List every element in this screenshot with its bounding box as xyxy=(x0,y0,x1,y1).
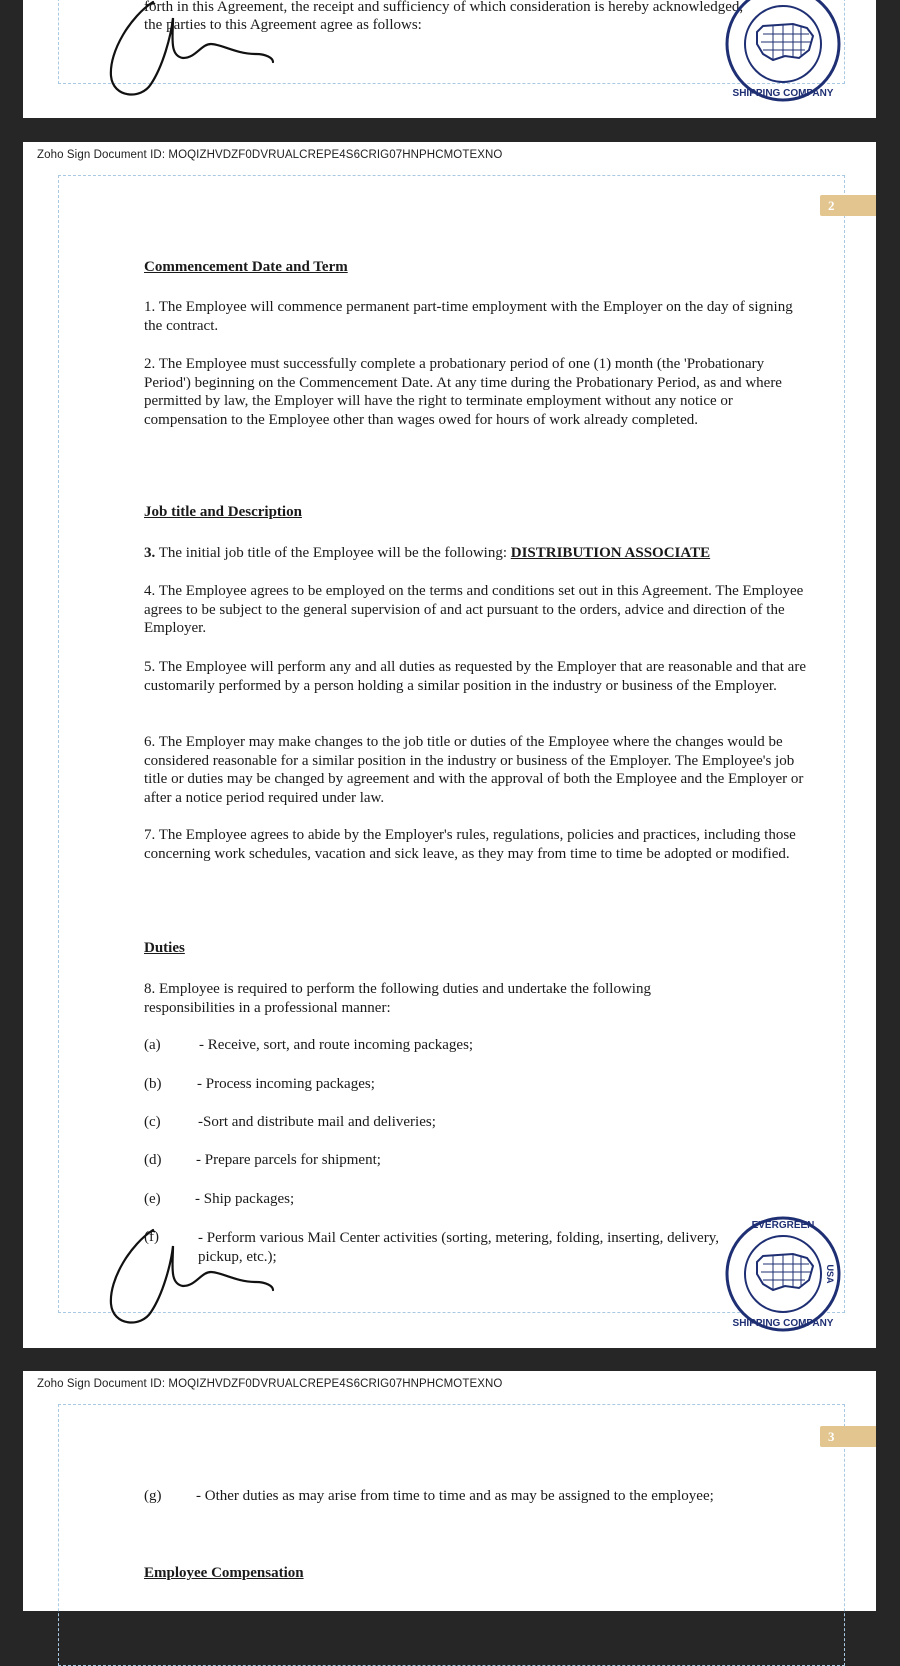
duty-label-f: (f) xyxy=(144,1229,159,1245)
page-1-line-1: forth in this Agreement, the receipt and sufficiency of which consideration is hereby acknowledged, xyxy=(144,0,744,15)
duty-text-b: - Process incoming packages; xyxy=(197,1076,375,1092)
company-seal-page-2 xyxy=(723,1214,843,1334)
duty-label-e: (e) xyxy=(144,1191,161,1207)
section-heading-commencement: Commencement Date and Term xyxy=(144,259,348,275)
seal-right-text: USA xyxy=(825,1264,835,1284)
seal-bottom-text: SHIPPING COMPANY xyxy=(732,88,834,99)
duty-label-d: (d) xyxy=(144,1152,162,1168)
paragraph-3-number: 3. xyxy=(144,545,156,561)
section-heading-job-title: Job title and Description xyxy=(144,504,302,520)
duty-label-g: (g) xyxy=(144,1488,162,1504)
paragraph-5: 5. The Employee will perform any and all duties as requested by the Employer that are reasonable and that are customarily performed by a person holding a similar position in the industry or business of the Employer. xyxy=(144,659,806,694)
page-1 xyxy=(23,0,876,118)
paragraph-2: 2. The Employee must successfully complete a probationary period of one (1) month (the 'Probationary Period') beginning on the Commencement Date. At any time during the Probationary Period, as and where permitted by law, the Employer will have the right to terminate employment without any notice or compensation to the Employee other than wages owed for hours of work already completed. xyxy=(144,356,782,428)
page-3 xyxy=(23,1371,876,1611)
signature-page-2 xyxy=(101,1224,291,1334)
duty-label-a: (a) xyxy=(144,1037,161,1053)
page-2 xyxy=(23,142,876,1348)
duty-label-c: (c) xyxy=(144,1114,161,1130)
duty-text-g: - Other duties as may arise from time to time and as may be assigned to the employee; xyxy=(196,1488,714,1504)
paragraph-6: 6. The Employer may make changes to the job title or duties of the Employee where the changes would be considered reasonable for a similar position in the industry or business of the Employer. The Employee's job title or duties may be changed by agreement and with the approval of both the Employee and the Employer or after a notice period required under law. xyxy=(144,734,804,806)
company-seal-page-1 xyxy=(723,0,843,104)
paragraph-1: 1. The Employee will commence permanent part-time employment with the Employer on the day of signing the contract. xyxy=(144,299,793,334)
signature-page-1 xyxy=(101,0,291,106)
page-3-frame xyxy=(58,1404,845,1666)
duty-text-e: - Ship packages; xyxy=(195,1191,295,1207)
job-title-value: DISTRIBUTION ASSOCIATE xyxy=(510,545,711,561)
duty-text-a: - Receive, sort, and route incoming packages; xyxy=(199,1037,474,1053)
paragraph-3-text: The initial job title of the Employee will be the following: xyxy=(155,545,511,561)
paragraph-4: 4. The Employee agrees to be employed on the terms and conditions set out in this Agreement. The Employee agrees to be subject to the general supervision of and act pursuant to the orders, advice and direction of the Employer. xyxy=(144,583,804,636)
page-1-line-2: the parties to this Agreement agree as follows: xyxy=(144,17,422,33)
section-heading-duties: Duties xyxy=(144,940,185,956)
page-number-badge: 3 xyxy=(820,1426,876,1447)
document-id: Zoho Sign Document ID: MOQIZHVDZF0DVRUALCREPE4S6CRIG07HNPHCMOTEXNO xyxy=(37,1378,503,1390)
seal-bottom-text: SHIPPING COMPANY xyxy=(732,1318,834,1329)
paragraph-3 xyxy=(144,544,814,563)
duty-label-b: (b) xyxy=(144,1076,162,1092)
document-id: Zoho Sign Document ID: MOQIZHVDZF0DVRUALCREPE4S6CRIG07HNPHCMOTEXNO xyxy=(37,149,503,161)
page-number-badge: 2 xyxy=(820,195,876,216)
duty-text-f: - Perform various Mail Center activities (sorting, metering, folding, inserting, delivery, pickup, etc.); xyxy=(198,1230,719,1265)
paragraph-8: 8. Employee is required to perform the following duties and undertake the following responsibilities in a professional manner: xyxy=(144,981,651,1016)
duty-text-c: -Sort and distribute mail and deliveries; xyxy=(198,1114,436,1130)
paragraph-7: 7. The Employee agrees to abide by the Employer's rules, regulations, policies and practices, including those concerning work schedules, vacation and sick leave, as they may from time to time be adopted or modified. xyxy=(144,827,796,862)
duty-text-d: - Prepare parcels for shipment; xyxy=(196,1152,381,1168)
seal-top-text: EVERGREEN xyxy=(751,1220,815,1231)
section-heading-compensation: Employee Compensation xyxy=(144,1565,304,1581)
